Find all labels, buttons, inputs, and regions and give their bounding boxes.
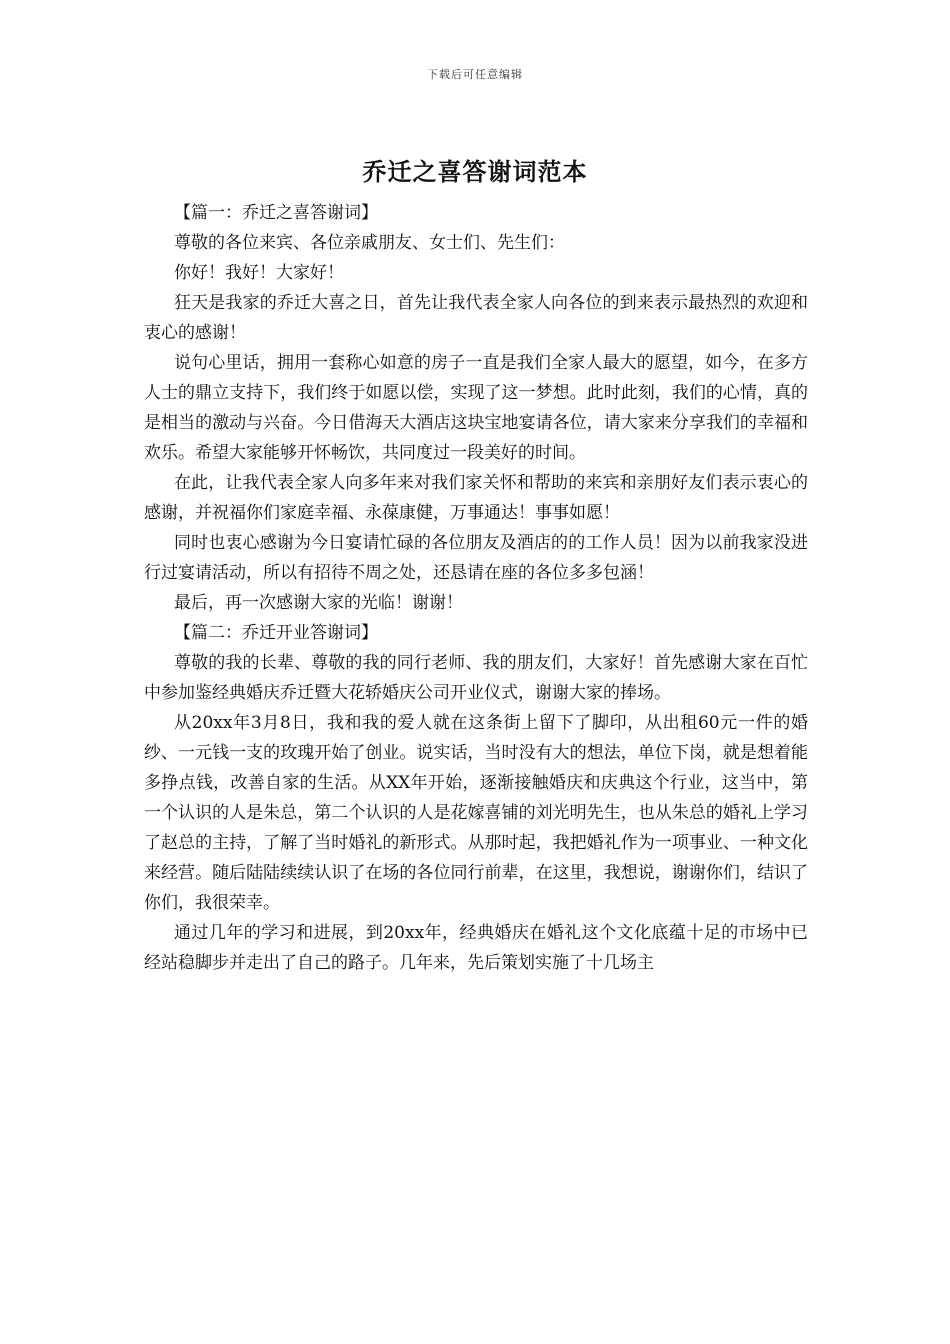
- paragraph: 通过几年的学习和进展，到20xx年，经典婚庆在婚礼这个文化底蕴十足的市场中已经站稳脚步并走出了自己的路子。几年来，先后策划实施了十几场主: [144, 923, 808, 973]
- section-heading-2: 【篇二：乔迁开业答谢词】: [174, 623, 378, 643]
- paragraph: 尊敬的各位来宾、各位亲戚朋友、女士们、先生们：: [174, 233, 565, 253]
- document-title: 乔迁之喜答谢词范本: [362, 157, 588, 186]
- document-body: [144, 198, 808, 978]
- section-heading-1: 【篇一：乔迁之喜答谢词】: [174, 203, 378, 223]
- paragraph: 尊敬的我的长辈、尊敬的我的同行老师、我的朋友们，大家好！首先感谢大家在百忙中参加鉴经典婚庆乔迁暨大花轿婚庆公司开业仪式，谢谢大家的捧场。: [144, 653, 808, 703]
- paragraph: 从20xx年3月8日，我和我的爱人就在这条街上留下了脚印，从出租60元一件的婚纱、一元钱一支的玫瑰开始了创业。说实话，当时没有大的想法，单位下岗，就是想着能多挣点钱，改善自家的生活。从XX年开始，逐渐接触婚庆和庆典这个行业，这当中，第一个认识的人是朱总，第二个认识的人是花嫁喜铺的刘光明先生，也从朱总的婚礼上学习了赵总的主持，了解了当时婚礼的新形式。从那时起，我把婚礼作为一项事业、一种文化来经营。随后陆陆续续认识了在场的各位同行前辈，在这里，我想说，谢谢你们，结识了你们，我很荣幸。: [144, 713, 808, 913]
- paragraph: 同时也衷心感谢为今日宴请忙碌的各位朋友及酒店的的工作人员！因为以前我家没进行过宴请活动，所以有招待不周之处，还恳请在座的各位多多包涵！: [144, 533, 808, 583]
- paragraph: 狂天是我家的乔迁大喜之日，首先让我代表全家人向各位的到来表示最热烈的欢迎和衷心的感谢！: [144, 293, 808, 343]
- paragraph: 在此，让我代表全家人向多年来对我们家关怀和帮助的来宾和亲朋好友们表示衷心的感谢，并祝福你们家庭幸福、永葆康健，万事通达！事事如愿！: [144, 473, 808, 523]
- paragraph: 说句心里话，拥用一套称心如意的房子一直是我们全家人最大的愿望，如今，在多方人士的鼎立支持下，我们终于如愿以偿，实现了这一梦想。此时此刻，我们的心情，真的是相当的激动与兴奋。今日借海天大酒店这块宝地宴请各位，请大家来分享我们的幸福和欢乐。希望大家能够开怀畅饮，共同度过一段美好的时间。: [144, 353, 808, 463]
- header-note: 下载后可任意编辑: [427, 68, 523, 81]
- paragraph: 你好！我好！大家好！: [174, 263, 344, 283]
- paragraph: 最后，再一次感谢大家的光临！谢谢！: [174, 593, 463, 613]
